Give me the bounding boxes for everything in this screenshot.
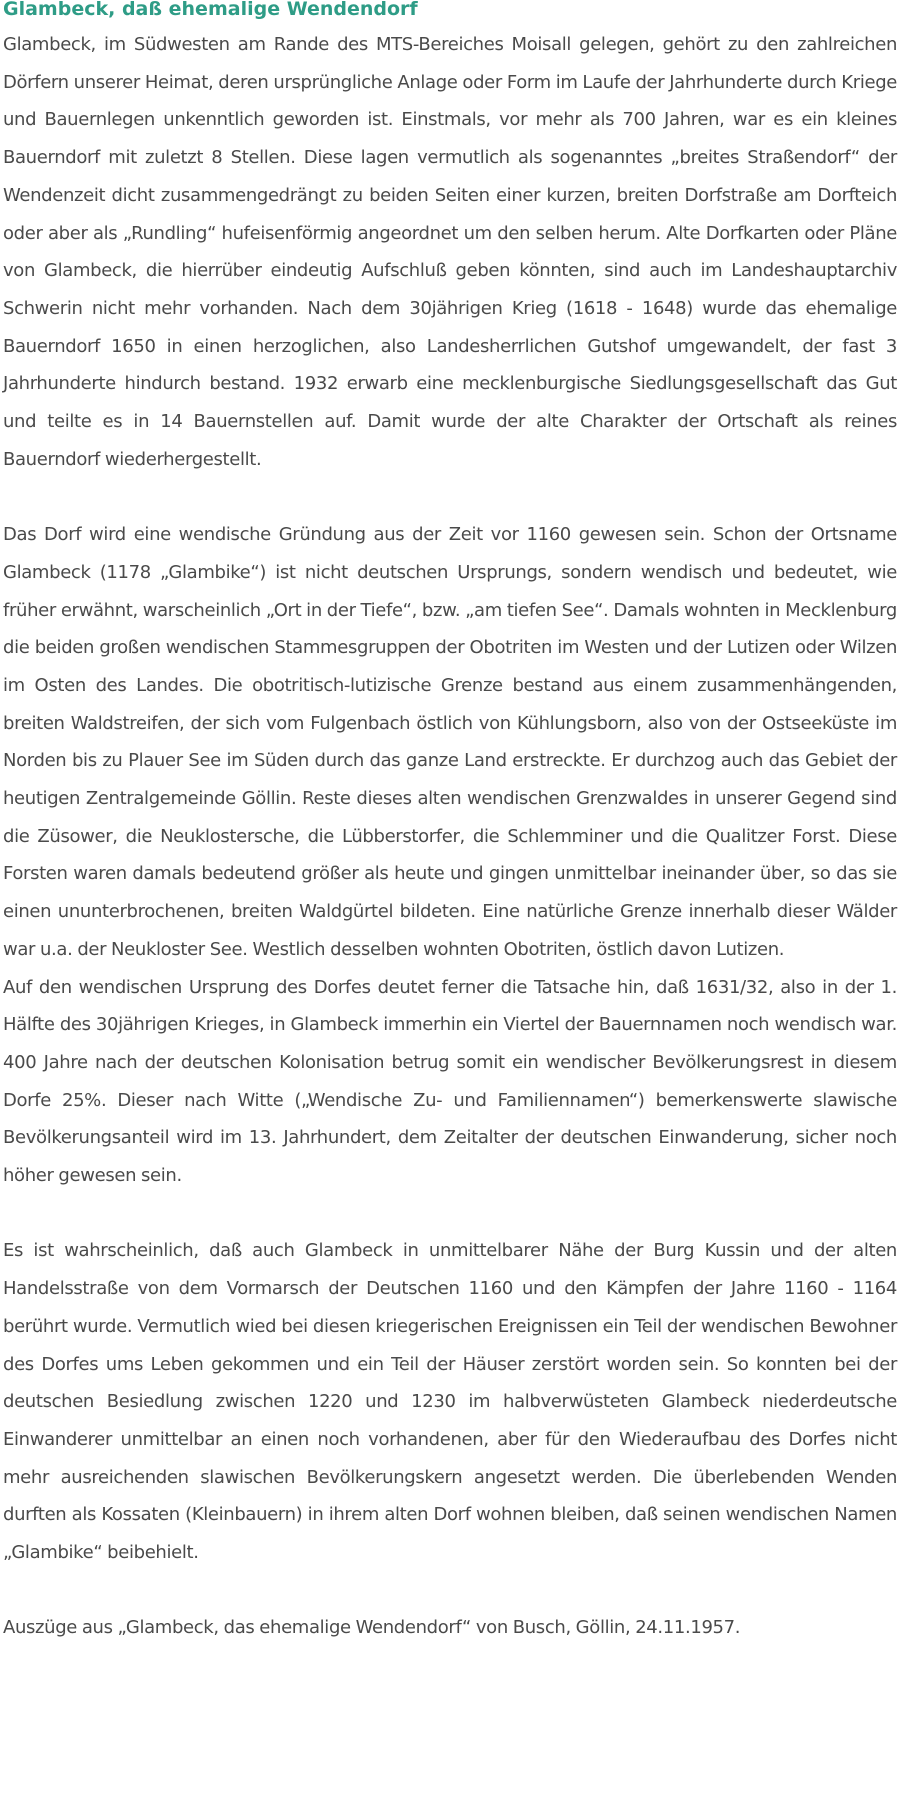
article-title: Glambeck, daß ehemalige Wendendorf [3, 0, 418, 20]
paragraph-spacer [3, 478, 897, 516]
paragraph-settlement: Es ist wahrscheinlich, daß auch Glambeck in unmittelbarer Nähe der Burg Kussin und der alten Handelsstraße von dem Vormarsch der Deutschen 1160 und den Kämpfen der Jahre 1160 - 1164 berührt wurde. Vermutlich wied bei diesen kriegerischen Ereignissen ein Teil der wendischen Bewohner des Dorfes ums Leben gekommen und ein Teil der Häuser zerstört worden sein. So konnten bei der deutschen Besiedlung zwischen 1220 und 1230 im halbverwüsteten Glambeck niederdeutsche Einwanderer unmittelbar an einen noch vorhandenen, aber für den Wiederaufbau des Dorfes nicht mehr ausreichenden slawischen Bevölkerungskern angesetzt werden. Die überlebenden Wenden durften als Kossaten (Kleinbauern) in ihrem alten Dorf wohnen bleiben, daß seinen wendischen Namen „Glambike“ beibehielt. [3, 1240, 897, 1564]
paragraph-wendish-origin: Das Dorf wird eine wendische Gründung aus der Zeit vor 1160 gewesen sein. Schon der Ortsname Glambeck (1178 „Glambike“) ist nicht deutschen Ursprungs, sondern wendisch und bedeutet, wie früher erwähnt, warscheinlich „Ort in der Tiefe“, bzw. „am tiefen See“. Damals wohnten in Mecklenburg die beiden großen wendischen Stammesgruppen der Obotriten im Westen und der Lutizen oder Wilzen im Osten des Landes. Die obotritisch-lutizische Grenze bestand aus einem zusammenhängenden, breiten Waldstreifen, der sich vom Fulgenbach östlich von Kühlungsborn, also von der Ostseeküste im Norden bis zu Plauer See im Süden durch das ganze Land erstreckte. Er durchzog auch das Gebiet der heutigen Zentralgemeinde Göllin. Reste dieses alten wendischen Grenzwaldes in unserer Gegend sind die Züsower, die Neuklostersche, die Lübberstorfer, die Schlemminer und die Qualitzer Forst. Diese Forsten waren damals bedeutend größer als heute und gingen unmittelbar ineinander über, so das sie einen ununterbrochenen, breiten Waldgürtel bildeten. Eine natürliche Grenze innerhalb dieser Wälder war u.a. der Neukloster See. Westlich desselben wohnten Obotriten, östlich davon Lutizen. [3, 524, 897, 960]
paragraph-spacer [3, 1572, 897, 1610]
paragraph-history: Glambeck, im Südwesten am Rande des MTS-Bereiches Moisall gelegen, gehört zu den zahlreichen Dörfern unserer Heimat, deren ursprüngliche Anlage oder Form im Laufe der Jahrhunderte durch Kriege und Bauernlegen unkenntlich geworden ist. Einstmals, vor mehr als 700 Jahren, war es ein kleines Bauerndorf mit zuletzt 8 Stellen. Diese lagen vermutlich als sogenanntes „breites Straßendorf“ der Wendenzeit dicht zusammengedrängt zu beiden Seiten einer kurzen, breiten Dorfstraße am Dorfteich oder aber als „Rundling“ hufeisenförmig angeordnet um den selben herum. Alte Dorfkarten oder Pläne von Glambeck, die hierrüber eindeutig Aufschluß geben könnten, sind auch im Landeshauptarchiv Schwerin nicht mehr vorhanden. Nach dem 30jährigen Krieg (1618 - 1648) wurde das ehemalige Bauerndorf 1650 in einen herzoglichen, also Landesherrlichen Gutshof umgewandelt, der fast 3 Jahrhunderte hindurch bestand. 1932 erwarb eine mecklenburgische Siedlungsgesellschaft das Gut und teilte es in 14 Bauernstellen auf. Damit wurde der alte Charakter der Ortschaft als reines Bauerndorf wiederhergestellt. [3, 34, 897, 470]
paragraph-spacer [3, 1195, 897, 1233]
source-citation: Auszüge aus „Glambeck, das ehemalige Wendendorf“ von Busch, Göllin, 24.11.1957. [3, 1617, 741, 1639]
paragraph-population: Auf den wendischen Ursprung des Dorfes deutet ferner die Tatsache hin, daß 1631/32, also in der 1. Hälfte des 30jährigen Krieges, in Glambeck immerhin ein Viertel der Bauernnamen noch wendisch war. 400 Jahre nach der deutschen Kolonisation betrug somit ein wendischer Bevölkerungsrest in diesem Dorfe 25%. Dieser nach Witte („Wendische Zu- und Familiennamen“) bemerkenswerte slawische Bevölkerungsanteil wird im 13. Jahrhundert, dem Zeitalter der deutschen Einwanderung, sicher noch höher gewesen sein. [3, 976, 897, 1187]
article [3, 0, 897, 1647]
